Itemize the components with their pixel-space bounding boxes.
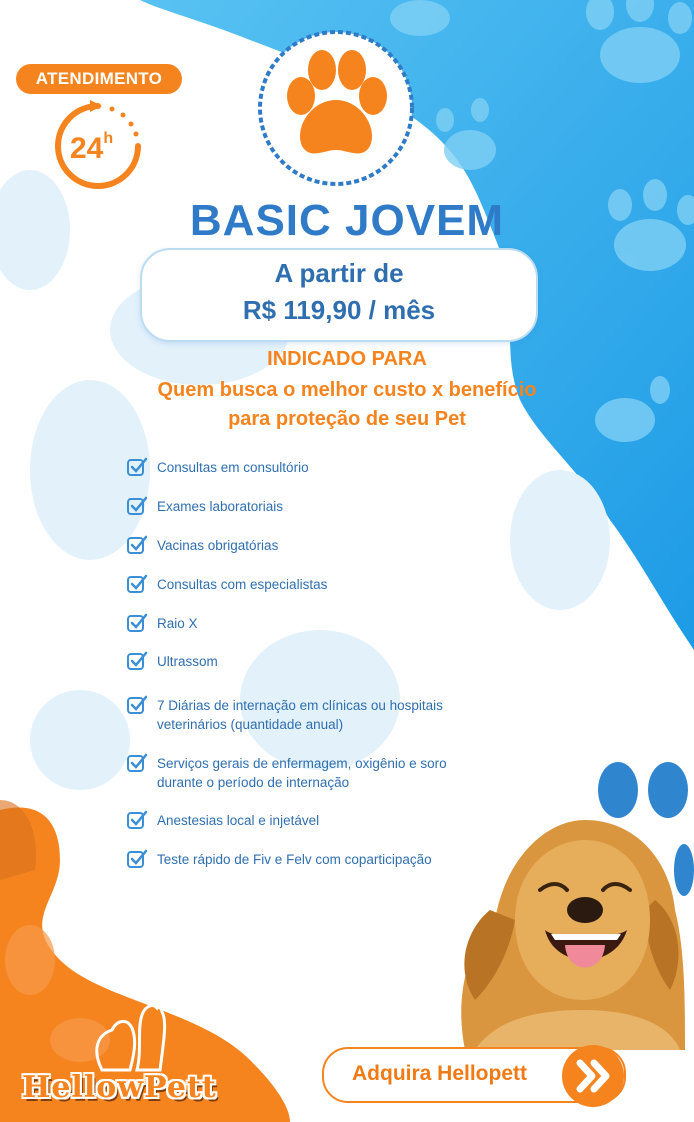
buy-button-label: Adquira Hellopett <box>352 1062 528 1085</box>
check-icon <box>126 612 148 634</box>
indicado-title: INDICADO PARA <box>267 348 427 370</box>
double-chevron-right-icon[interactable] <box>562 1045 624 1107</box>
benefit-text: Ultrassom <box>157 654 218 669</box>
benefit-text: Anestesias local e injetável <box>157 813 320 828</box>
price-prefix: A partir de <box>274 258 404 288</box>
24h-badge <box>12 62 192 197</box>
check-icon <box>126 456 148 478</box>
paw-icon <box>256 28 416 188</box>
check-icon <box>126 534 148 556</box>
benefit-text: Vacinas obrigatórias <box>157 538 279 553</box>
indicado-text <box>110 376 584 434</box>
benefit-item <box>126 652 526 672</box>
check-icon <box>126 495 148 517</box>
price-box <box>140 248 538 342</box>
benefit-text: 7 Diárias de internação em clínicas ou hospitais veterinários (quantidade anual) <box>157 698 443 732</box>
check-icon <box>126 650 148 672</box>
benefit-text: Serviços gerais de enfermagem, oxigênio e soro durante o período de internação <box>157 756 447 790</box>
benefit-item <box>126 754 526 792</box>
check-icon <box>126 752 148 774</box>
plan-title: BASIC JOVEM <box>189 196 505 245</box>
buy-button[interactable] <box>322 1047 626 1103</box>
check-icon <box>126 573 148 595</box>
indicado-line-2: para proteção de seu Pet <box>228 408 466 430</box>
benefit-text: Teste rápido de Fiv e Felv com coparticipação <box>157 852 432 867</box>
golden-retriever-image <box>455 800 685 1050</box>
benefit-text: Consultas em consultório <box>157 460 309 475</box>
check-icon <box>126 848 148 870</box>
check-icon <box>126 694 148 716</box>
benefit-item <box>126 575 526 595</box>
brand-logo <box>20 1000 240 1110</box>
benefit-item <box>126 458 526 478</box>
benefit-text: Raio X <box>157 616 198 631</box>
check-icon <box>126 809 148 831</box>
benefit-item <box>126 497 526 517</box>
benefit-item <box>126 614 526 634</box>
badge-label: ATENDIMENTO <box>16 64 182 94</box>
indicado-line-1: Quem busca o melhor custo x benefício <box>157 379 537 401</box>
brand-name: HellowPett <box>22 1070 217 1105</box>
benefit-item <box>126 536 526 556</box>
hours-text: 24$^h$ <box>70 130 114 165</box>
benefit-text: Consultas com especialistas <box>157 577 328 592</box>
benefit-item <box>126 696 526 734</box>
price-value: R$ 119,90 / mês <box>242 295 436 325</box>
dog-cat-silhouette-icon <box>82 1000 172 1072</box>
benefit-text: Exames laboratoriais <box>157 499 284 514</box>
